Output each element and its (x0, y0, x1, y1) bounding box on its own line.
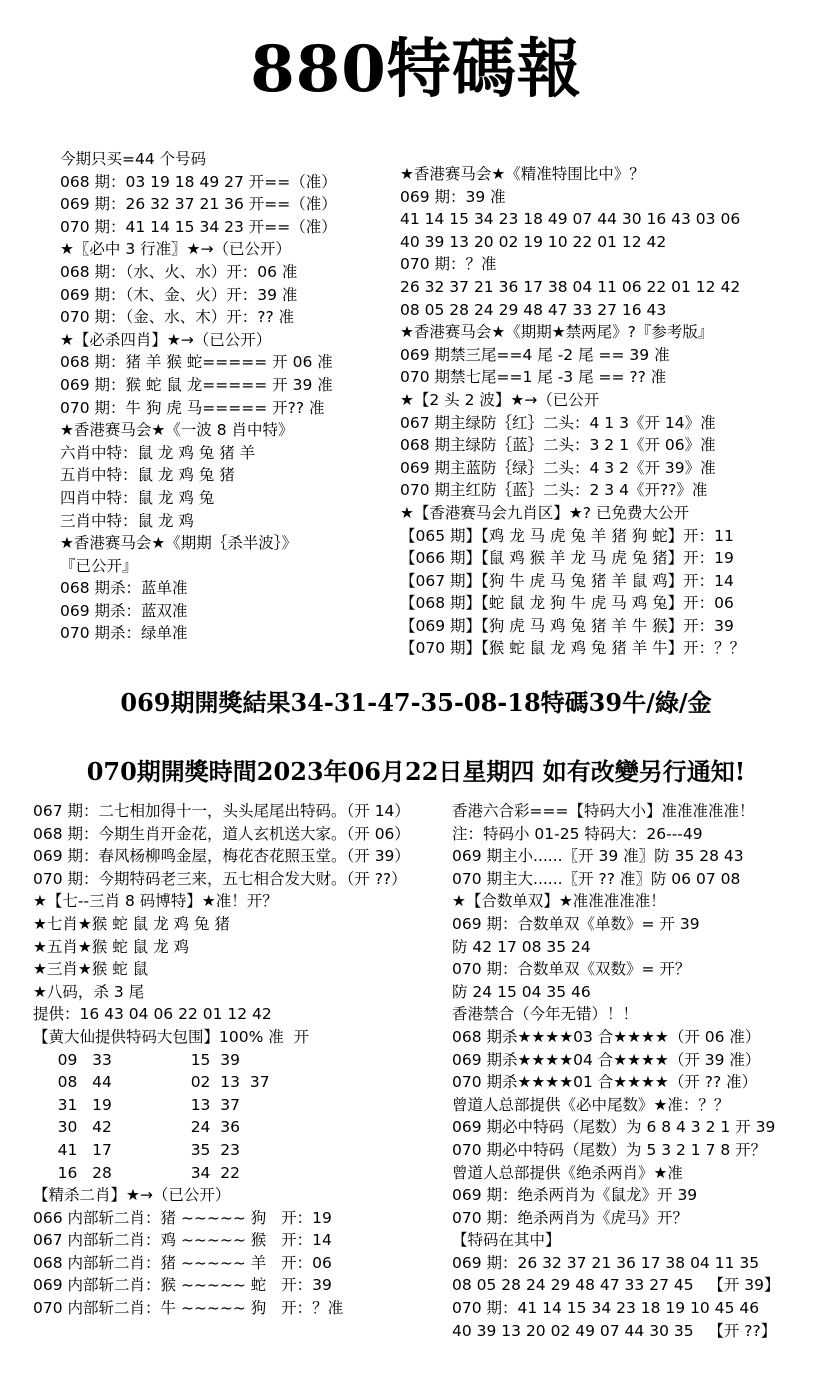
text-line: 069 期禁三尾==4 尾 -2 尾 == 39 准 (400, 345, 670, 364)
text-line: 070 期：（金、水、木）开：?? 准 (60, 308, 295, 327)
text-line: 069 期：春风杨柳鸣金屋，梅花杏花照玉堂。（开 39） (33, 847, 410, 866)
text-line: 曾道人总部提供《必中尾数》★准：？？ (452, 1095, 730, 1114)
text-line: 防 24 15 04 35 46 (452, 982, 591, 1001)
text-line: 16 28 34 22 (33, 1163, 240, 1182)
text-line: ★香港赛马会★《期期★禁两尾》?『参考版』 (400, 323, 714, 342)
text-line: 【066 期】【鼠 鸡 猴 羊 龙 马 虎 兔 猪】开：19 (400, 549, 734, 568)
text-line: 五肖中特：鼠 龙 鸡 兔 猪 (60, 466, 235, 485)
text-line: 069 期：（木、金、火）开：39 准 (60, 285, 298, 304)
text-line: ★【合数单双】★准准准准准！ (452, 892, 666, 911)
text-line: 【特码在其中】 (452, 1231, 561, 1250)
bottom-right-column (452, 800, 780, 1342)
text-line: 068 期：03 19 18 49 27 开==（准） (60, 172, 337, 191)
text-line: 【068 期】【蛇 鼠 龙 狗 牛 虎 马 鸡 兔】开：06 (400, 594, 734, 613)
text-line: 香港禁合（今年无错）！！ (452, 1005, 639, 1024)
text-line: 26 32 37 21 36 17 38 04 11 06 22 01 12 42 (400, 277, 741, 296)
text-line: 070 期杀：绿单准 (60, 624, 188, 643)
text-line: 【065 期】【鸡 龙 马 虎 兔 羊 猪 狗 蛇】开：11 (400, 526, 734, 545)
text-line: ★三肖★猴 蛇 鼠 (33, 960, 149, 979)
text-line: ★【七--三肖 8 码博特】★准！开？ (33, 892, 278, 911)
text-line: 070 期杀★★★★01 合★★★★（开 ?? 准） (452, 1073, 758, 1092)
text-line: 08 44 02 13 37 (33, 1073, 270, 1092)
text-line: 070 期：绝杀两肖为《虎马》开？ (452, 1208, 689, 1227)
text-line: 066 内部斩二肖：猪 ~~~~~ 狗 开：19 (33, 1208, 332, 1227)
text-line: 三肖中特：鼠 龙 鸡 (60, 511, 194, 530)
text-line: 070 期：41 14 15 34 23 开==（准） (60, 217, 337, 236)
text-line: 【黄大仙提供特码大包围】100% 准 开 (33, 1027, 310, 1046)
text-line: 防 42 17 08 35 24 (452, 937, 591, 956)
text-line: 香港六合彩===【特码大小】准准准准准！ (452, 802, 755, 820)
text-line: ★【2 头 2 波】★→（已公开 (400, 390, 600, 409)
text-line: 30 42 24 36 (33, 1118, 240, 1137)
draw-time-banner: 070期開獎時間2023年06月22日星期四 如有改變另行通知! (86, 757, 746, 786)
text-line: 067 期主绿防｛红｝二头：4 1 3《开 14》准 (400, 413, 716, 432)
text-line: ★香港赛马会★《精准特围比中》？ (400, 165, 645, 183)
text-line: ★香港赛马会★《一波 8 肖中特》 (60, 421, 294, 440)
text-line: 08 05 28 24 29 48 47 33 27 16 43 (400, 300, 667, 319)
text-line: 068 期杀★★★★03 合★★★★（开 06 准） (452, 1027, 761, 1046)
text-line: 068 期杀：蓝单准 (60, 579, 188, 598)
text-line: 070 期：今期特码老三来，五七相合发大财。（开 ??） (33, 869, 407, 888)
text-line: 069 期杀：蓝双准 (60, 601, 188, 620)
text-line: 曾道人总部提供《绝杀两肖》★准 (452, 1163, 683, 1182)
text-line: ★【香港赛马会九肖区】★? 已免费大公开 (400, 503, 689, 522)
text-line: 今期只买=44 个号码 (60, 150, 207, 168)
result-banner: 069期開獎結果34-31-47-35-08-18特碼39牛/綠/金 (120, 688, 712, 717)
text-line: 40 39 13 20 02 49 07 44 30 35 【开 ??】 (452, 1321, 777, 1340)
text-line: ★七肖★猴 蛇 鼠 龙 鸡 兔 猪 (33, 914, 230, 933)
text-line: 069 期：26 32 37 21 36 17 38 04 11 35 (452, 1253, 760, 1272)
text-line: 【067 期】【狗 牛 虎 马 兔 猪 羊 鼠 鸡】开：14 (400, 571, 734, 590)
text-line: 070 期禁七尾==1 尾 -3 尾 == ?? 准 (400, 368, 667, 387)
text-line: 41 17 35 23 (33, 1140, 240, 1159)
text-line: 068 期：（水、火、水）开：06 准 (60, 262, 298, 281)
text-line: ★香港赛马会★《期期｛杀半波｝》 (60, 534, 298, 553)
text-line: 070 内部斩二肖：牛 ~~~~~ 狗 开：？准 (33, 1299, 344, 1318)
text-line: 067 内部斩二肖：鸡 ~~~~~ 猴 开：14 (33, 1231, 332, 1250)
bottom-left-column (33, 800, 410, 1320)
text-line: 069 期：猴 蛇 鼠 龙===== 开 39 准 (60, 375, 333, 394)
text-line: 067 期：二七相加得十一，头头尾尾出特码。（开 14） (33, 802, 410, 820)
text-line: 提供：16 43 04 06 22 01 12 42 (33, 1005, 272, 1024)
text-line: 069 期：合数单双《单数》= 开 39 (452, 914, 700, 933)
text-line: ★〖必中 3 行准〗★→（已公开） (60, 240, 291, 259)
text-line: 070 期：牛 狗 虎 马===== 开?? 准 (60, 398, 325, 417)
text-line: 070 期：合数单双《双数》= 开？ (452, 960, 691, 979)
text-line: ★八码，杀 3 尾 (33, 982, 145, 1001)
text-line: 四肖中特：鼠 龙 鸡 兔 (60, 488, 215, 507)
text-line: 『已公开』 (60, 556, 138, 575)
text-line: 068 期主绿防｛蓝｝二头：3 2 1《开 06》准 (400, 436, 716, 455)
text-line: 070 期：？准 (400, 255, 497, 274)
text-line: 069 内部斩二肖：猴 ~~~~~ 蛇 开：39 (33, 1276, 332, 1295)
text-line: 069 期主小......〖开 39 准〗防 35 28 43 (452, 847, 744, 866)
text-line: 068 内部斩二肖：猪 ~~~~~ 羊 开：06 (33, 1253, 332, 1272)
text-line: 068 期：今期生肖开金花，道人玄机送大家。（开 06） (33, 824, 410, 843)
top-right-column (400, 163, 745, 660)
page-title: 880特碼報 (250, 32, 582, 107)
text-line: 【070 期】【猴 蛇 鼠 龙 鸡 兔 猪 羊 牛】开：？？ (400, 639, 746, 658)
text-line: 070 期主大......〖开 ?? 准〗防 06 07 08 (452, 869, 741, 888)
text-line: 40 39 13 20 02 19 10 22 01 12 42 (400, 232, 667, 251)
text-line: 069 期必中特码（尾数）为 6 8 4 3 2 1 开 39 (452, 1118, 776, 1137)
text-line: 069 期主蓝防｛绿｝二头：4 3 2《开 39》准 (400, 458, 716, 477)
text-line: 070 期主红防｛蓝｝二头：2 3 4《开??》准 (400, 481, 708, 500)
text-line: 069 期：26 32 37 21 36 开==（准） (60, 195, 337, 214)
text-line: 069 期杀★★★★04 合★★★★（开 39 准） (452, 1050, 761, 1069)
text-line: ★【必杀四肖】★→（已公开） (60, 330, 272, 349)
text-line: 41 14 15 34 23 18 49 07 44 30 16 43 03 06 (400, 210, 741, 229)
text-line: 070 期：41 14 15 34 23 18 19 10 45 46 (452, 1299, 760, 1318)
text-line: ★五肖★猴 蛇 鼠 龙 鸡 (33, 937, 189, 956)
text-line: 09 33 15 39 (33, 1050, 240, 1069)
text-line: 六肖中特：鼠 龙 鸡 兔 猪 羊 (60, 443, 256, 462)
text-line: 【精杀二肖】★→（已公开） (33, 1186, 231, 1205)
text-line: 注：特码小 01-25 特码大：26---49 (452, 824, 703, 843)
text-line: 069 期：绝杀两肖为《鼠龙》开 39 (452, 1186, 698, 1205)
text-line: 069 期：39 准 (400, 187, 506, 206)
text-line: 【069 期】【狗 虎 马 鸡 兔 猪 羊 牛 猴】开：39 (400, 616, 734, 635)
text-line: 08 05 28 24 29 48 47 33 27 45 【开 39】 (452, 1276, 780, 1295)
text-line: 31 19 13 37 (33, 1095, 240, 1114)
text-line: 070 期必中特码（尾数）为 5 3 2 1 7 8 开？ (452, 1140, 767, 1159)
text-line: 068 期：猪 羊 猴 蛇===== 开 06 准 (60, 353, 333, 372)
top-left-column (60, 148, 337, 645)
